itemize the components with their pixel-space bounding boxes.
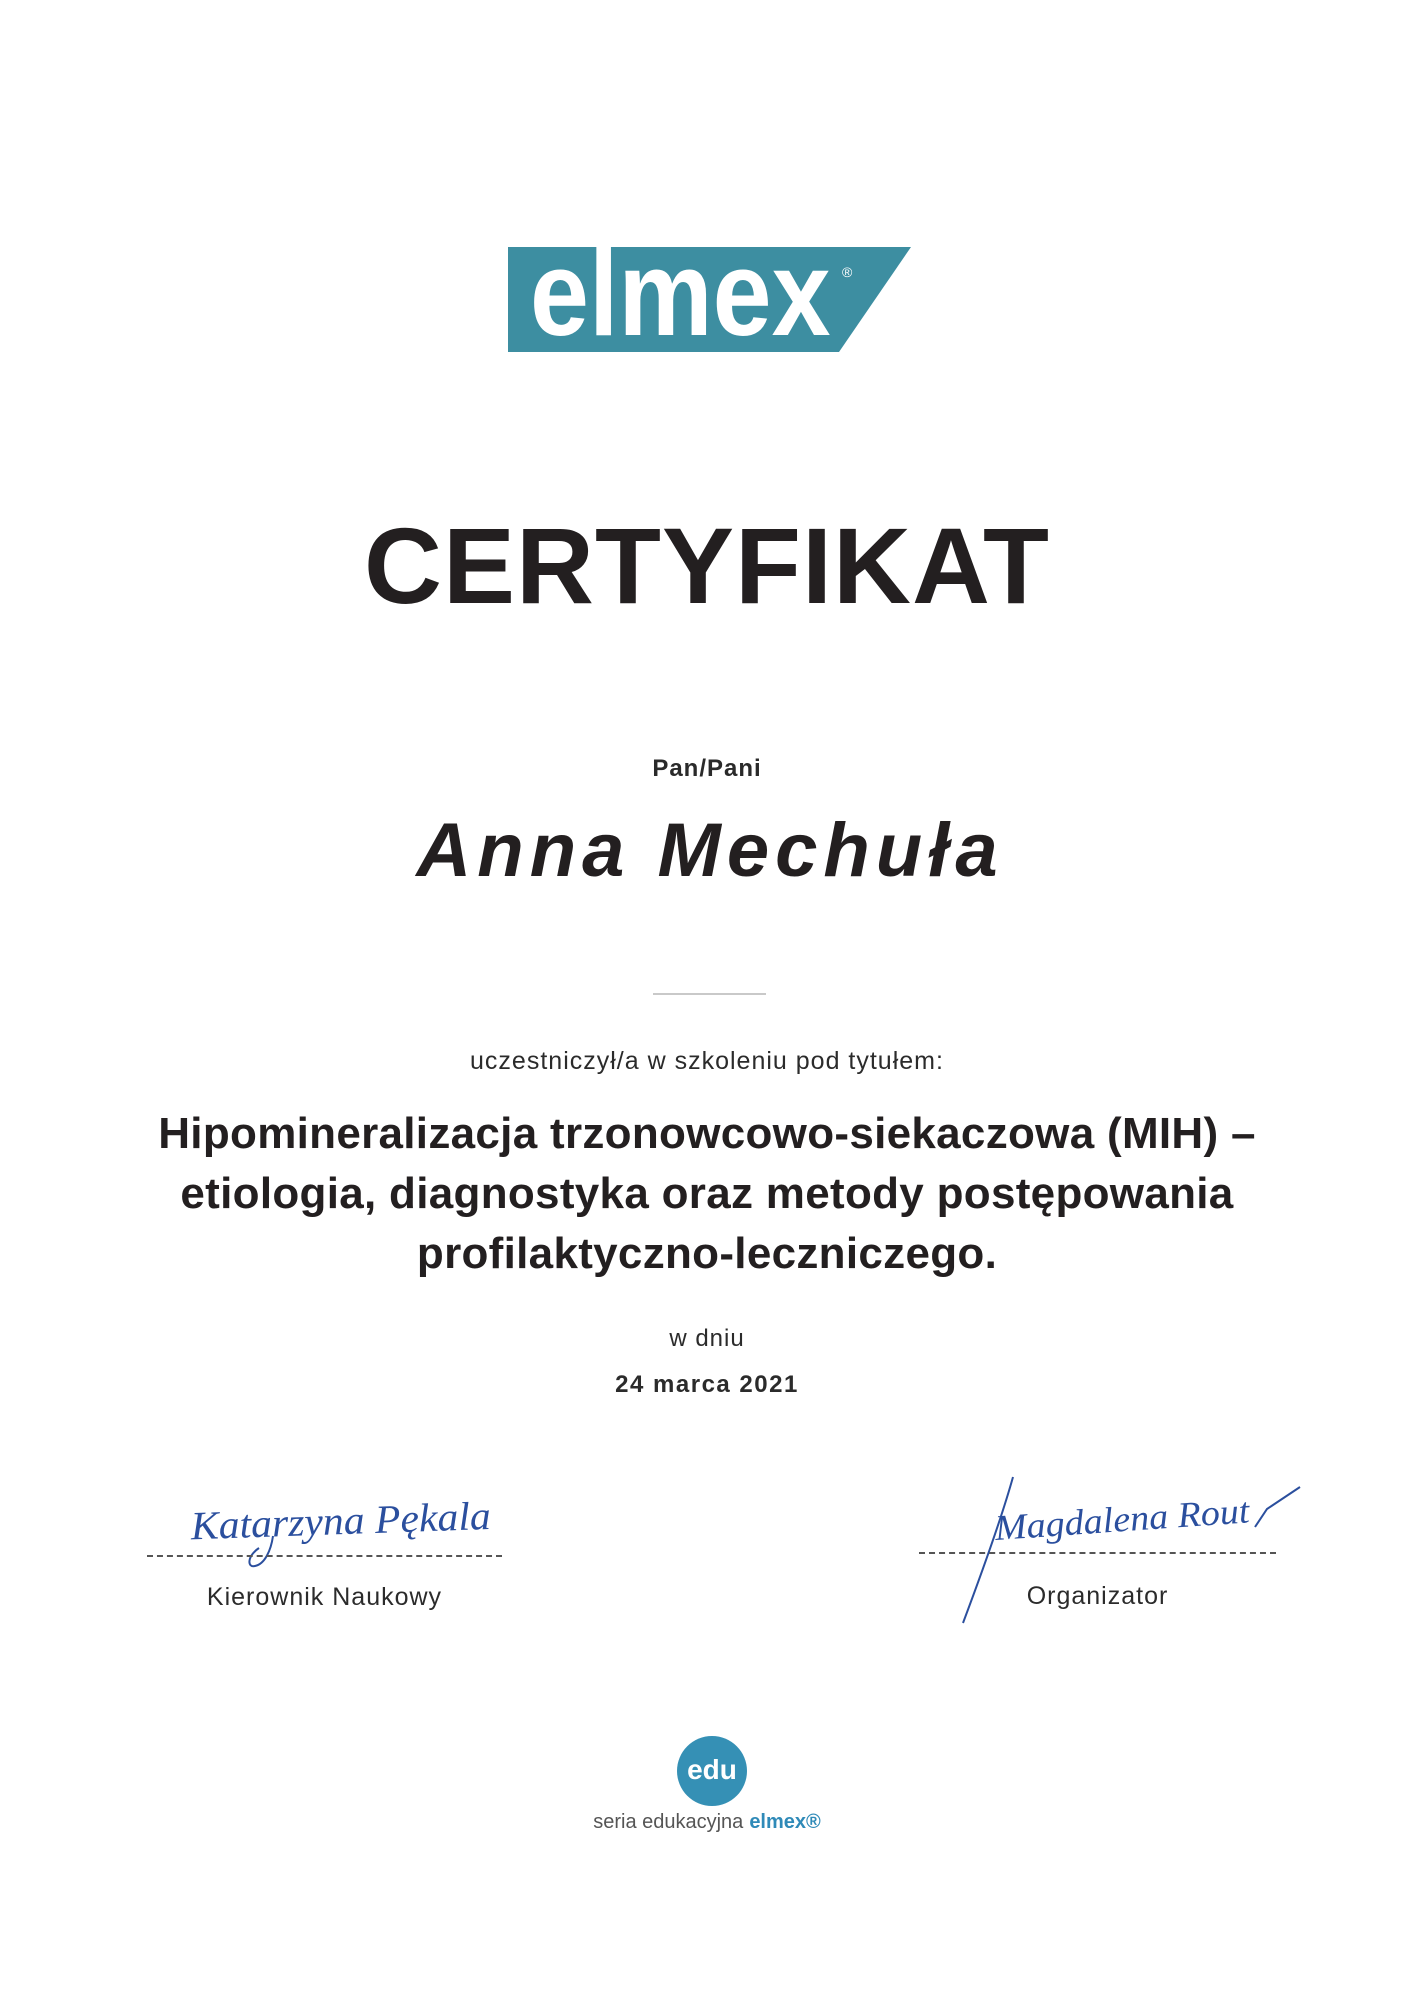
scientific-director-label: Kierownik Naukowy [206, 1583, 443, 1611]
edu-badge-text: edu [687, 1754, 737, 1785]
edu-badge [677, 1736, 747, 1806]
signature-flourish [1255, 1487, 1300, 1527]
series-brand: elmex® [749, 1811, 821, 1833]
training-title-line: etiologia, diagnostyka oraz metody postępowania [180, 1169, 1234, 1218]
series-footer [0, 1812, 1414, 1832]
certificate-heading: CERTYFIKAT [364, 505, 1050, 626]
elmex-logo [508, 247, 911, 352]
date-label: w dniu [669, 1325, 745, 1352]
recipient-name: Anna Mechuła [416, 808, 1004, 893]
logo-registered-mark: ® [842, 264, 853, 280]
signature-line-right [919, 1552, 1276, 1554]
series-text: seria edukacyjna [593, 1811, 744, 1833]
signature-line-left [147, 1555, 502, 1557]
signature-text: Katarzyna Pękala [190, 1493, 480, 1549]
signature-text: Magdalena Rout [993, 1491, 1237, 1549]
divider [653, 993, 766, 995]
salutation: Pan/Pani [652, 755, 762, 782]
training-title-line: profilaktyczno-leczniczego. [416, 1229, 998, 1278]
scientific-director-signature [185, 1478, 515, 1578]
organizer-label: Organizator [1026, 1582, 1169, 1610]
training-date: 24 marca 2021 [615, 1371, 799, 1398]
participation-text: uczestniczył/a w szkoleniu pod tytułem: [470, 1047, 944, 1075]
training-title [0, 1104, 1414, 1284]
training-title-line: Hipomineralizacja trzonowcowo-siekaczowa (MIH) – [158, 1109, 1256, 1158]
logo-wordmark: elmex [530, 247, 831, 352]
